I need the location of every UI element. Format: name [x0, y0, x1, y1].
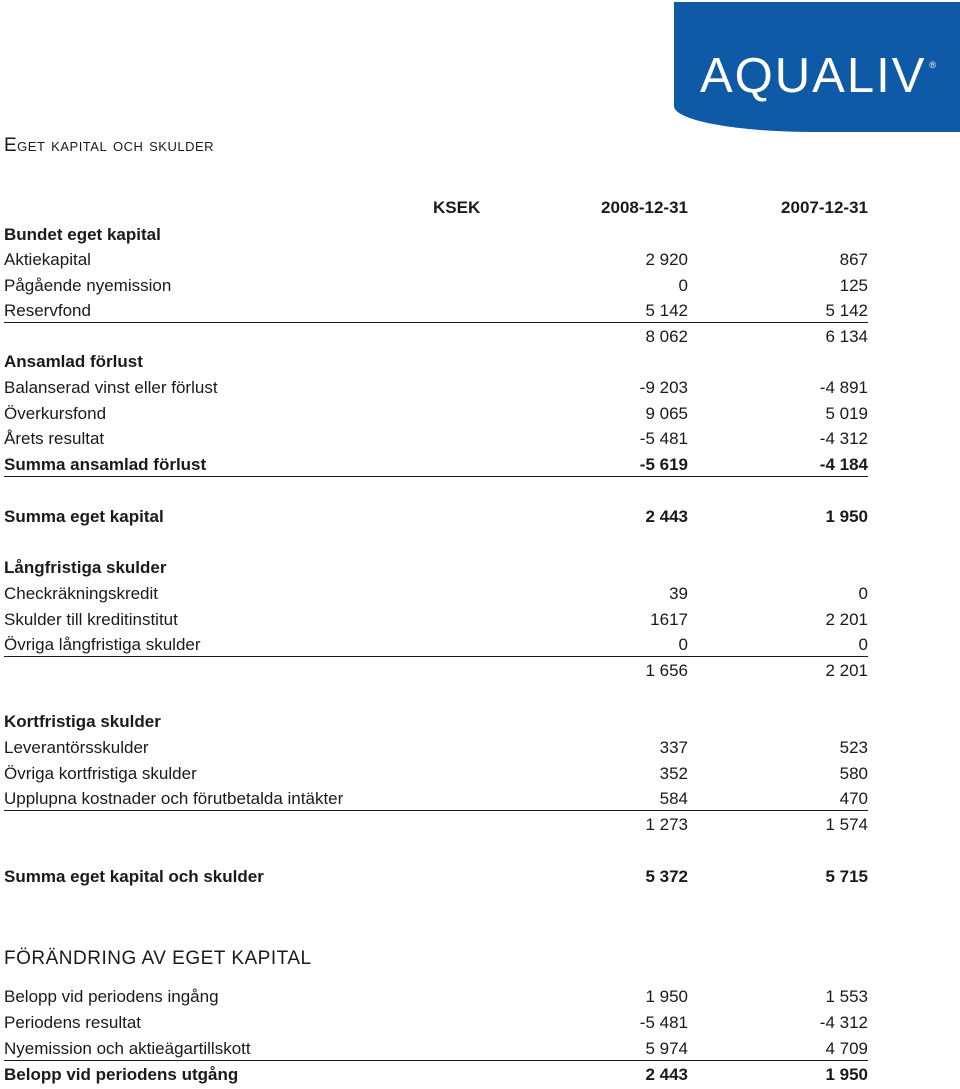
aqualiv-logo — [674, 2, 960, 132]
column-header-2008: 2008-12-31 — [601, 198, 688, 217]
value-2007: 4 709 — [825, 1039, 868, 1058]
table-row — [4, 224, 868, 246]
value-2008: -5 481 — [639, 1013, 688, 1032]
value-2007: -4 184 — [819, 455, 868, 474]
value-2008: -5 481 — [639, 429, 688, 448]
value-2007: 470 — [839, 789, 868, 808]
table-row — [4, 377, 868, 399]
row-label: Summa eget kapital och skulder — [4, 867, 264, 886]
row-label: Reservfond — [4, 301, 91, 320]
value-2008: 8 062 — [645, 327, 688, 346]
row-label: Överkursfond — [4, 404, 107, 423]
value-2007: 1 574 — [825, 815, 868, 834]
value-2008: 1617 — [650, 610, 688, 629]
table-row — [4, 249, 868, 271]
table-row — [4, 814, 868, 836]
value-2008: 584 — [659, 789, 688, 808]
value-2007: 0 — [858, 635, 868, 654]
row-label: Nyemission och aktieägartillskott — [4, 1039, 251, 1058]
value-2007: 125 — [839, 276, 868, 295]
table-row — [4, 660, 868, 682]
table-row — [4, 737, 868, 759]
value-2008: 5 372 — [645, 867, 688, 886]
value-2008: -9 203 — [639, 378, 688, 397]
value-2007: 1 950 — [825, 507, 868, 526]
value-2008: 2 920 — [645, 250, 688, 269]
row-label: Skulder till kreditinstitut — [4, 610, 178, 629]
table-row — [4, 454, 868, 477]
row-label: Bundet eget kapital — [4, 225, 161, 244]
value-2008: 39 — [669, 584, 688, 603]
value-2007: 1 950 — [825, 1065, 868, 1084]
row-label: Balanserad vinst eller förlust — [4, 378, 218, 397]
row-label: Periodens resultat — [4, 1013, 142, 1032]
value-2007: 1 553 — [825, 987, 868, 1006]
value-2008: 1 273 — [645, 815, 688, 834]
table-row — [4, 300, 868, 323]
row-label: Pågående nyemission — [4, 276, 172, 295]
table-row — [4, 1038, 868, 1061]
row-label: Summa eget kapital — [4, 507, 164, 526]
table-row — [4, 634, 868, 657]
table-row — [4, 1064, 868, 1086]
table-row — [4, 788, 868, 811]
row-label: Leverantörsskulder — [4, 738, 149, 757]
value-2007: 5 142 — [825, 301, 868, 320]
table-row — [4, 351, 868, 373]
row-label: Kortfristiga skulder — [4, 712, 161, 731]
table-row — [4, 275, 868, 297]
value-2008: 352 — [659, 764, 688, 783]
value-2008: 337 — [659, 738, 688, 757]
table-row — [4, 403, 868, 425]
table-row — [4, 763, 868, 785]
value-2007: -4 891 — [819, 378, 868, 397]
table-row — [4, 866, 868, 888]
value-2008: 2 443 — [645, 507, 688, 526]
value-2007: 580 — [839, 764, 868, 783]
value-2008: 1 656 — [645, 661, 688, 680]
table-row — [4, 326, 868, 348]
table-row — [4, 711, 868, 733]
value-2007: 2 201 — [825, 661, 868, 680]
value-2008: 0 — [678, 635, 688, 654]
table-row — [4, 986, 868, 1008]
value-2007: 5 715 — [825, 867, 868, 886]
value-2007: -4 312 — [819, 1013, 868, 1032]
row-label: Övriga långfristiga skulder — [4, 635, 201, 654]
row-label: Belopp vid periodens ingång — [4, 987, 219, 1006]
value-2008: 0 — [678, 276, 688, 295]
value-2008: 9 065 — [645, 404, 688, 423]
value-2007: 867 — [839, 250, 868, 269]
table-row — [4, 609, 868, 631]
table-row — [4, 557, 868, 579]
value-2008: 5 974 — [645, 1039, 688, 1058]
table-row — [4, 583, 868, 605]
value-2008: 2 443 — [645, 1065, 688, 1084]
section-title-equity-liabilities: Eget kapital och skulder — [4, 135, 215, 156]
value-2007: 5 019 — [825, 404, 868, 423]
row-label: Årets resultat — [4, 429, 105, 448]
registered-mark: ® — [929, 60, 936, 70]
section-title-equity-change: FÖRÄNDRING AV EGET KAPITAL — [4, 948, 312, 969]
value-2007: -4 312 — [819, 429, 868, 448]
row-label: Belopp vid periodens utgång — [4, 1065, 239, 1084]
column-header-2007: 2007-12-31 — [781, 198, 868, 217]
row-label: Ansamlad förlust — [4, 352, 143, 371]
logo-wordmark: AQUALIV — [700, 49, 927, 103]
row-label: Upplupna kostnader och förutbetalda intäkter — [4, 789, 344, 808]
table-row — [4, 506, 868, 528]
row-label: Checkräkningskredit — [4, 584, 159, 603]
value-2007: 523 — [839, 738, 868, 757]
value-2007: 0 — [858, 584, 868, 603]
row-label: Långfristiga skulder — [4, 558, 167, 577]
value-2008: 5 142 — [645, 301, 688, 320]
value-2008: -5 619 — [639, 455, 688, 474]
row-label: Aktiekapital — [4, 250, 91, 269]
column-header-unit: KSEK — [433, 198, 481, 217]
row-label: Summa ansamlad förlust — [4, 455, 207, 474]
value-2007: 6 134 — [825, 327, 868, 346]
table-row — [4, 1012, 868, 1034]
value-2008: 1 950 — [645, 987, 688, 1006]
table-row — [4, 428, 868, 450]
value-2007: 2 201 — [825, 610, 868, 629]
row-label: Övriga kortfristiga skulder — [4, 764, 197, 783]
